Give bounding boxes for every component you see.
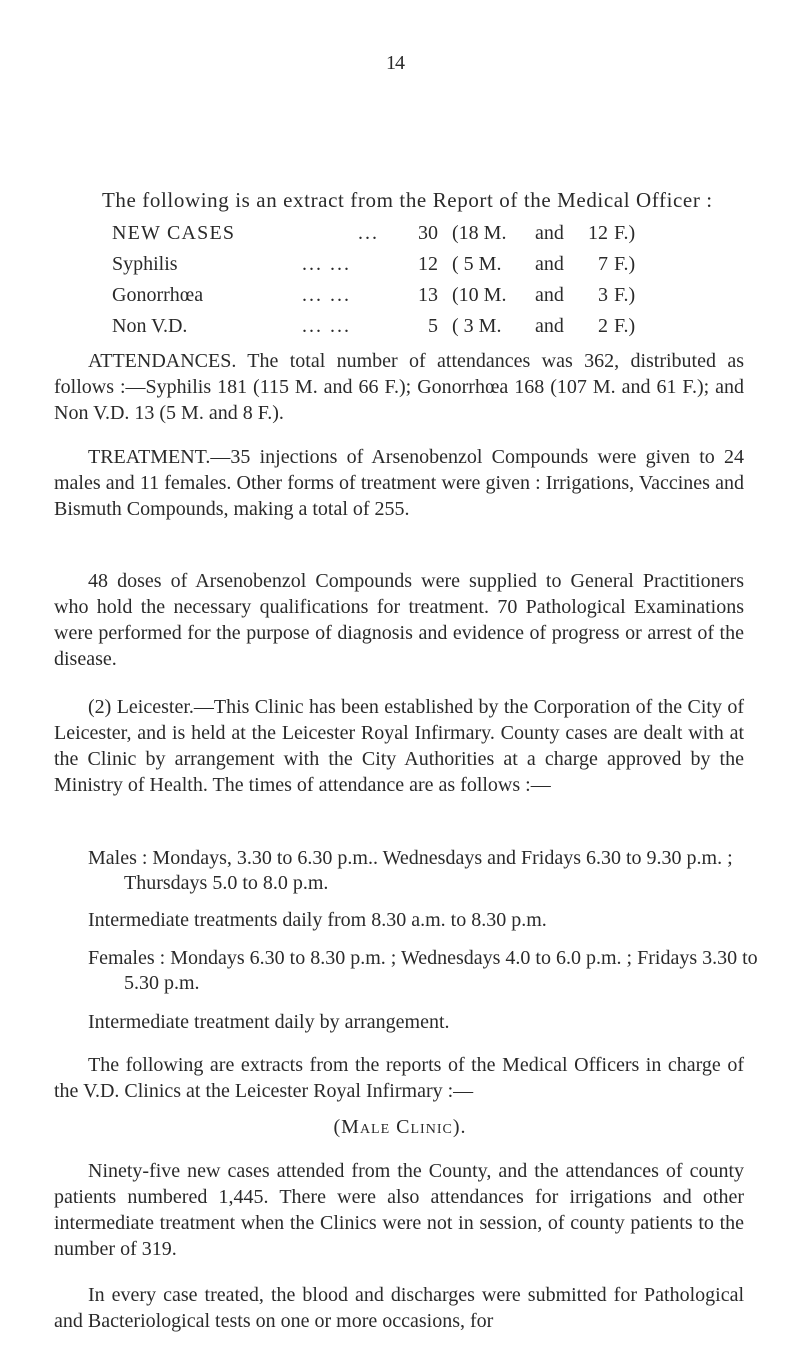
male-clinic-heading: (Male Clinic).: [333, 1116, 467, 1138]
case-f: F.): [614, 222, 636, 244]
treatment-paragraph: TREATMENT.—35 injections of Arsenobenzol Compounds were given to 24 males and 11 females. Other forms of treatment were given : Irrigations, Vaccines and Bismuth Compounds, making a total of 255.: [54, 446, 744, 520]
case-dots: ... ...: [302, 315, 351, 337]
doses-paragraph: 48 doses of Arsenobenzol Compounds were supplied to General Practitioners who hold the necessary qualifications for treatment. 70 Pathological Examinations were performed for the purpose of diagnosis and evidence of progress or arrest of the disease.: [54, 570, 744, 670]
case-females: 3: [598, 284, 608, 306]
attendances-paragraph: ATTENDANCES. The total number of attendances was 362, distributed as follows :—Syphilis 181 (115 M. and 66 F.); Gonorrhœa 168 (107 M. and 61 F.); and Non V.D. 13 (5 M. and 8 F.).: [54, 350, 744, 424]
females-times: Females : Mondays 6.30 to 8.30 p.m. ; Wednesdays 4.0 to 6.0 p.m. ; Fridays 3.30 to 5.30 p.m.: [88, 947, 758, 994]
case-label: NEW CASES: [112, 222, 236, 244]
case-dots: ... ...: [302, 284, 351, 306]
case-total: 12: [418, 253, 438, 275]
following-extracts-paragraph: The following are extracts from the reports of the Medical Officers in charge of the V.D. Clinics at the Leicester Royal Infirmary :—: [54, 1054, 744, 1102]
case-f: F.): [614, 284, 636, 306]
case-and: and: [535, 222, 564, 244]
case-f: F.): [614, 315, 636, 337]
case-label: Gonorrhœa: [112, 284, 204, 306]
every-case-paragraph: In every case treated, the blood and discharges were submitted for Pathological and Bacteriological tests on one or more occasions, for: [54, 1284, 744, 1332]
case-males: (18 M.: [452, 222, 507, 244]
case-males: ( 5 M.: [452, 253, 502, 275]
case-total: 30: [418, 222, 438, 244]
case-total: 5: [428, 315, 438, 337]
case-total: 13: [418, 284, 438, 306]
case-females: 7: [598, 253, 608, 275]
case-and: and: [535, 315, 564, 337]
intermediate-treatments-daily: Intermediate treatments daily from 8.30 a.m. to 8.30 p.m.: [88, 909, 547, 931]
case-males: ( 3 M.: [452, 315, 502, 337]
intro-line: The following is an extract from the Report of the Medical Officer :: [102, 188, 713, 212]
case-f: F.): [614, 253, 636, 275]
case-females: 12: [588, 222, 608, 244]
ninety-five-paragraph: Ninety-five new cases attended from the County, and the attendances of county patients numbered 1,445. There were also attendances for irrigations and other intermediate treatment when the Clinics were not in session, of county patients to the number of 319.: [54, 1160, 744, 1260]
leicester-paragraph: (2) Leicester.—This Clinic has been established by the Corporation of the City of Leicester, and is held at the Leicester Royal Infirmary. County cases are dealt with at the Clinic by arrangement with the City Authorities at a charge approved by the Ministry of Health. The times of attendance are as follows :—: [54, 696, 744, 796]
case-males: (10 M.: [452, 284, 507, 306]
case-dots: ...: [358, 222, 379, 244]
case-label: Non V.D.: [112, 315, 188, 337]
intermediate-treatment-arrangement: Intermediate treatment daily by arrangement.: [88, 1011, 450, 1033]
case-females: 2: [598, 315, 608, 337]
case-label: Syphilis: [112, 253, 178, 275]
case-and: and: [535, 253, 564, 275]
page-number: 14: [386, 52, 404, 74]
case-dots: ... ...: [302, 253, 351, 275]
case-and: and: [535, 284, 564, 306]
males-times: Males : Mondays, 3.30 to 6.30 p.m.. Wednesdays and Fridays 6.30 to 9.30 p.m. ; Thursdays 5.0 to 8.0 p.m.: [88, 847, 733, 894]
